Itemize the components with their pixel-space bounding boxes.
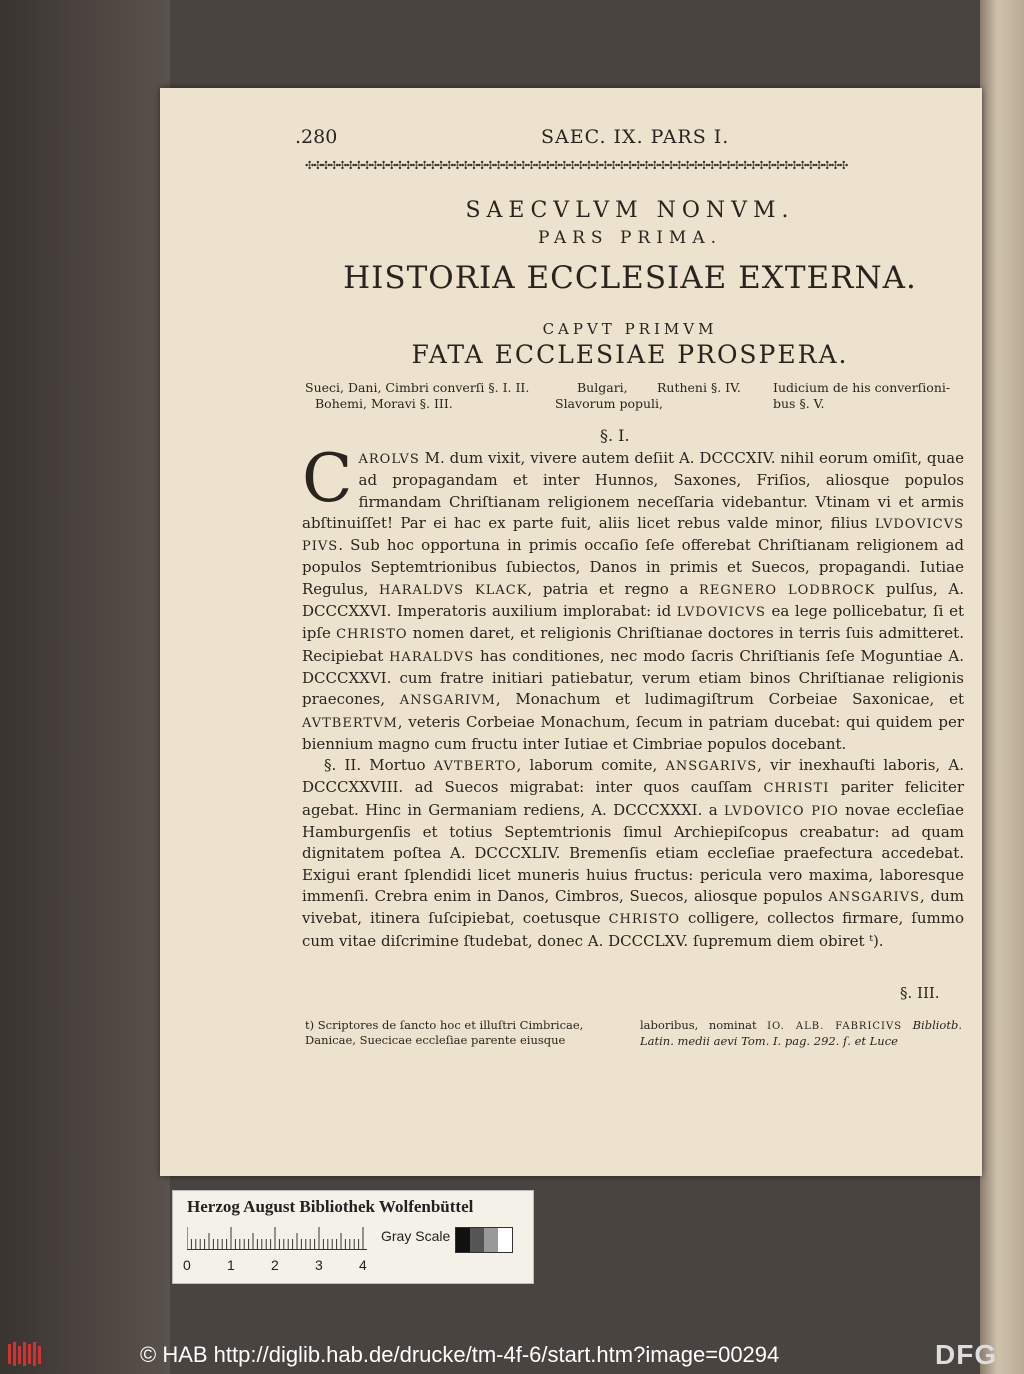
section-heading: §. I. [600, 426, 630, 445]
hab-logo-icon [8, 1340, 42, 1368]
running-title: SAEC. IX. PARS I. [541, 126, 730, 148]
book-edge-right [980, 0, 1024, 1374]
summary-col-4: Iudicium de his converſioni- bus §. V. [773, 380, 951, 411]
gray-scale-label: Gray Scale [381, 1228, 451, 1244]
title-saeculum: SAECVLVM NONVM. [465, 198, 795, 223]
paragraph-1: CAROLVS M. dum vixit, vivere autem deſiit A. DCCCXIV. nihil eorum omiſit, quae ad propagandam et inter Hunnos, Saxones, Friſios, aliosque populos firmandam Chriſtianam religionem neceſſaria videbantur. Vtinam vi et armis abſtinuiſſet! Par ei hac ex parte fuit, aliis licet rebus valde minor, filius LVDOVICVS PIVS. Sub hoc opportuna in primis occaſio ſeſe offerebat Chriſtianam religionem ad populos Septemtrionibus ſubiectos, Danos in primis et Suecos, propagandi. Iutiae Regulus, HARALDVS KLACK, patria et regno a REGNERO LODBROCK pulſus, A. DCCCXXVI. Imperatoris auxilium implorabat: id LVDOVICVS ea lege pollicebatur, ſi et ipſe CHRISTO nomen daret, et religionis Chriſtianae doctores in terris ſuis admitteret. Recipiebat HARALDVS has conditiones, nec modo ſacris Chriſtianis ſeſe Moguntiae A. DCCCXXVI. cum fratre initiari patiebatur, verum etiam binos Chriſtianae religionis praecones, ANSGARIVM, Monachum et ludimagiſtrum Corbeiae Saxonicae, et AVTBERTVM, veteris Corbeiae Monachum, ſecum in patriam ducebat: qui quidem per biennium magno cum fructu inter Iutiae et Cimbriae populos docebant. [302, 440, 964, 753]
library-color-card [172, 1190, 534, 1284]
catchword: §. III. [900, 984, 940, 1002]
footnote-right: laboribus, nominat IO. ALB. FABRICIVS Bibliotb. Latin. medii aevi Tom. I. pag. 292. ſ. et Luce [640, 1018, 962, 1048]
dfg-logo: DFG [935, 1339, 998, 1370]
summary-col-3: Rutheni §. IV. [657, 380, 741, 395]
page-number: .280 [295, 126, 338, 148]
ruler-ticks [187, 1227, 367, 1249]
summary-col-1: Sueci, Dani, Cimbri converſi §. I. II. Bohemi, Moravi §. III. [305, 380, 530, 411]
title-caput: CAPVT PRIMVM [542, 320, 718, 338]
drop-cap: C [302, 440, 353, 517]
scan-background-left [0, 0, 170, 1374]
title-pars: PARS PRIMA. [537, 228, 723, 248]
library-name: Herzog August Bibliothek Wolfenbüttel [187, 1197, 474, 1216]
footer-bar [0, 1336, 1024, 1374]
body-text [302, 440, 965, 952]
ruler-numbers: 0 1 2 3 4 [183, 1257, 367, 1273]
footnote-left: t) Scriptores de ſancto hoc et illuſtri Cimbricae, Danicae, Suecicae eccleſiae parente eiusque [305, 1018, 584, 1047]
summary-col-2: Bulgari, Slavorum populi, [555, 380, 664, 411]
paragraph-2: §. II. Mortuo AVTBERTO, laborum comite, ANSGARIVS, vir inexhauſti laboris, A. DCCCXXVIII. ad Suecos migrabat: inter quos cauſſam CHRISTI pariter feliciter agebat. Hinc in Germaniam rediens, A. DCCCXXXI. a LVDOVICO PIO novae eccleſiae Hamburgenſis et totius Septemtrionis ſimul Archiepiſcopus creabatur: ad quam dignitatem poſtea A. DCCCXLIV. Bremenſis etiam eccleſiae praefectura accedebat. Exigui erant ſplendidi licet muneris huius fructus: pericula vero maxima, laboresque immenſi. Crebra enim in Danos, Cimbros, Suecos, aliosque populos ANSGARIVS, dum vivebat, itinera ſuſcipiebat, coetusque CHRISTO colligere, collectos firmare, ſummo cum vitae diſcrimine ſtudebat, donec A. DCCCLXV. ſupremum diem obiret ᵗ). [302, 756, 965, 950]
footer-url: © HAB http://diglib.hab.de/drucke/tm-4f-6/start.htm?image=00294 [140, 1342, 780, 1367]
chapter-title: FATA ECCLESIAE PROSPERA. [411, 340, 849, 369]
gray-scale-swatch [455, 1227, 513, 1253]
scale-ruler [187, 1227, 367, 1250]
book-page [160, 88, 982, 1176]
title-historia: HISTORIA ECCLESIAE EXTERNA. [343, 260, 917, 296]
ornament-rule: ✣✣✣✣✣✣✣✣✣✣✣✣✣✣✣✣✣✣✣✣✣✣✣✣✣✣✣✣✣✣✣✣✣✣✣✣✣✣✣✣✣✣✣✣✣✣✣✣✣✣✣✣✣✣✣✣✣✣✣✣✣✣✣✣✣✣ [305, 159, 848, 171]
